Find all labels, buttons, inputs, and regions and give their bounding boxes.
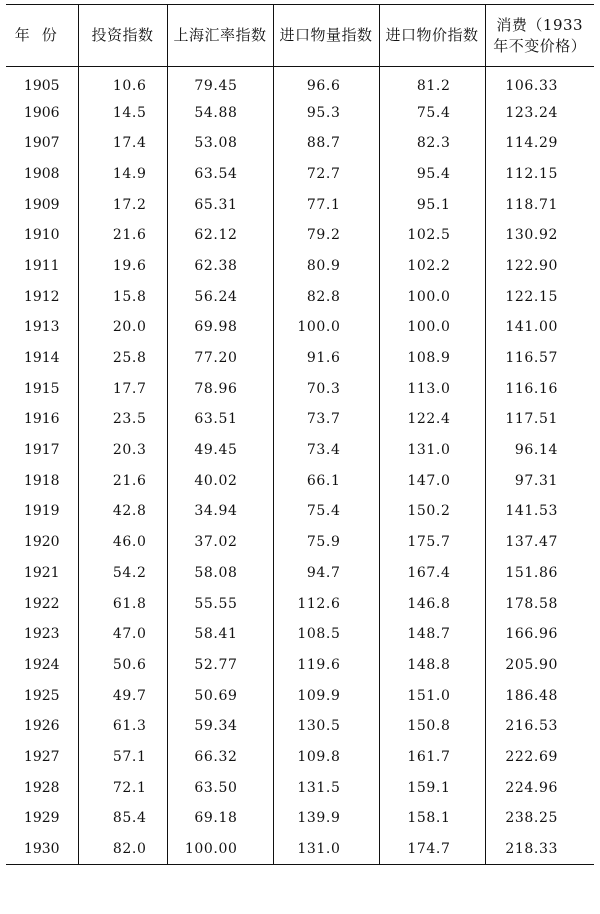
import-volume-cell: 109.8 [273, 742, 379, 773]
year-cell: 1915 [23, 380, 60, 397]
year-cell: 1924 [23, 656, 60, 673]
table-row [6, 251, 594, 282]
exchange-index-cell: 65.31 [167, 189, 273, 220]
import-volume-cell: 73.4 [273, 435, 379, 466]
header-consumption: 消费（1933年不变价格） [485, 5, 594, 67]
consumption-cell: 118.71 [485, 189, 594, 220]
investment-index-cell: 54.2 [78, 558, 167, 589]
import-volume-cell: 75.4 [273, 496, 379, 527]
exchange-index-cell: 62.38 [167, 251, 273, 282]
import-volume-cell: 72.7 [273, 159, 379, 190]
consumption-cell: 166.96 [485, 619, 594, 650]
exchange-index-cell: 77.20 [167, 343, 273, 374]
consumption-cell: 224.96 [485, 772, 594, 803]
table-body [6, 67, 594, 865]
table-row [6, 128, 594, 159]
table-row [6, 588, 594, 619]
investment-index-cell: 61.3 [78, 711, 167, 742]
table-row [6, 619, 594, 650]
import-volume-cell: 70.3 [273, 373, 379, 404]
exchange-index-cell: 58.41 [167, 619, 273, 650]
table-row [6, 67, 594, 98]
year-cell: 1906 [23, 104, 60, 121]
year-cell: 1905 [23, 78, 60, 95]
year-cell: 1907 [23, 135, 60, 152]
year-cell: 1920 [23, 534, 60, 551]
exchange-index-cell: 79.45 [167, 67, 273, 98]
year-cell: 1909 [23, 196, 60, 213]
consumption-cell: 130.92 [485, 220, 594, 251]
import-volume-cell: 131.0 [273, 834, 379, 865]
import-price-cell: 108.9 [379, 343, 485, 374]
investment-index-cell: 14.5 [78, 97, 167, 128]
consumption-cell: 141.53 [485, 496, 594, 527]
table-row [6, 97, 594, 128]
consumption-cell: 97.31 [485, 465, 594, 496]
year-cell: 1923 [23, 626, 60, 643]
table-row [6, 189, 594, 220]
import-volume-cell: 77.1 [273, 189, 379, 220]
table-row [6, 558, 594, 589]
import-price-cell: 161.7 [379, 742, 485, 773]
year-cell: 1916 [23, 411, 60, 428]
investment-index-cell: 57.1 [78, 742, 167, 773]
table-row [6, 772, 594, 803]
header-year: 年份 [6, 5, 78, 67]
investment-index-cell: 46.0 [78, 527, 167, 558]
consumption-cell: 117.51 [485, 404, 594, 435]
exchange-index-cell: 63.51 [167, 404, 273, 435]
import-volume-cell: 131.5 [273, 772, 379, 803]
import-volume-cell: 119.6 [273, 650, 379, 681]
exchange-index-cell: 54.88 [167, 97, 273, 128]
table-row [6, 312, 594, 343]
investment-index-cell: 49.7 [78, 680, 167, 711]
table-row [6, 742, 594, 773]
consumption-cell: 123.24 [485, 97, 594, 128]
investment-index-cell: 17.2 [78, 189, 167, 220]
year-cell: 1925 [23, 687, 60, 704]
exchange-index-cell: 34.94 [167, 496, 273, 527]
consumption-cell: 238.25 [485, 803, 594, 834]
year-cell: 1918 [23, 472, 60, 489]
exchange-index-cell: 69.98 [167, 312, 273, 343]
data-table-container [6, 4, 594, 865]
investment-index-cell: 21.6 [78, 465, 167, 496]
header-row [6, 5, 594, 67]
import-price-cell: 81.2 [379, 67, 485, 98]
import-volume-cell: 139.9 [273, 803, 379, 834]
exchange-index-cell: 37.02 [167, 527, 273, 558]
import-price-cell: 148.7 [379, 619, 485, 650]
table-row [6, 803, 594, 834]
consumption-cell: 114.29 [485, 128, 594, 159]
investment-index-cell: 20.3 [78, 435, 167, 466]
table-row [6, 527, 594, 558]
exchange-index-cell: 69.18 [167, 803, 273, 834]
consumption-cell: 205.90 [485, 650, 594, 681]
table-row [6, 465, 594, 496]
import-volume-cell: 88.7 [273, 128, 379, 159]
consumption-cell: 106.33 [485, 67, 594, 98]
exchange-index-cell: 62.12 [167, 220, 273, 251]
year-cell: 1919 [23, 503, 60, 520]
import-volume-cell: 108.5 [273, 619, 379, 650]
year-cell: 1927 [23, 748, 60, 765]
header-import-volume-index: 进口物量指数 [273, 5, 379, 67]
import-price-cell: 113.0 [379, 373, 485, 404]
import-price-cell: 100.0 [379, 281, 485, 312]
consumption-cell: 151.86 [485, 558, 594, 589]
year-cell: 1921 [23, 564, 60, 581]
investment-index-cell: 15.8 [78, 281, 167, 312]
table-row [6, 343, 594, 374]
import-volume-cell: 73.7 [273, 404, 379, 435]
year-cell: 1929 [23, 810, 60, 827]
import-volume-cell: 80.9 [273, 251, 379, 282]
table-row [6, 834, 594, 865]
table-row [6, 404, 594, 435]
table-row [6, 435, 594, 466]
consumption-cell: 122.90 [485, 251, 594, 282]
year-cell: 1912 [23, 288, 60, 305]
consumption-cell: 186.48 [485, 680, 594, 711]
import-price-cell: 150.2 [379, 496, 485, 527]
import-volume-cell: 79.2 [273, 220, 379, 251]
import-price-cell: 167.4 [379, 558, 485, 589]
table-row [6, 496, 594, 527]
import-volume-cell: 82.8 [273, 281, 379, 312]
import-price-cell: 100.0 [379, 312, 485, 343]
import-price-cell: 95.4 [379, 159, 485, 190]
import-volume-cell: 75.9 [273, 527, 379, 558]
exchange-index-cell: 78.96 [167, 373, 273, 404]
import-price-cell: 131.0 [379, 435, 485, 466]
consumption-cell: 96.14 [485, 435, 594, 466]
import-volume-cell: 66.1 [273, 465, 379, 496]
investment-index-cell: 17.7 [78, 373, 167, 404]
import-price-cell: 82.3 [379, 128, 485, 159]
import-price-cell: 102.2 [379, 251, 485, 282]
import-volume-cell: 112.6 [273, 588, 379, 619]
year-cell: 1908 [23, 165, 60, 182]
consumption-cell: 141.00 [485, 312, 594, 343]
import-price-cell: 95.1 [379, 189, 485, 220]
consumption-cell: 137.47 [485, 527, 594, 558]
import-volume-cell: 96.6 [273, 67, 379, 98]
import-volume-cell: 91.6 [273, 343, 379, 374]
table-row [6, 373, 594, 404]
exchange-index-cell: 40.02 [167, 465, 273, 496]
exchange-index-cell: 53.08 [167, 128, 273, 159]
exchange-index-cell: 63.50 [167, 772, 273, 803]
import-price-cell: 150.8 [379, 711, 485, 742]
header-investment-index: 投资指数 [78, 5, 167, 67]
import-volume-cell: 94.7 [273, 558, 379, 589]
import-price-cell: 158.1 [379, 803, 485, 834]
header-import-price-index: 进口物价指数 [379, 5, 485, 67]
consumption-cell: 222.69 [485, 742, 594, 773]
table-row [6, 711, 594, 742]
import-price-cell: 174.7 [379, 834, 485, 865]
table-row [6, 159, 594, 190]
investment-index-cell: 23.5 [78, 404, 167, 435]
import-volume-cell: 100.0 [273, 312, 379, 343]
investment-index-cell: 50.6 [78, 650, 167, 681]
year-cell: 1928 [23, 779, 60, 796]
exchange-index-cell: 66.32 [167, 742, 273, 773]
import-price-cell: 146.8 [379, 588, 485, 619]
year-cell: 1926 [23, 718, 60, 735]
consumption-cell: 116.57 [485, 343, 594, 374]
investment-index-cell: 20.0 [78, 312, 167, 343]
exchange-index-cell: 59.34 [167, 711, 273, 742]
header-shanghai-exchange-index: 上海汇率指数 [167, 5, 273, 67]
consumption-cell: 112.15 [485, 159, 594, 190]
import-price-cell: 148.8 [379, 650, 485, 681]
investment-index-cell: 82.0 [78, 834, 167, 865]
consumption-cell: 178.58 [485, 588, 594, 619]
exchange-index-cell: 50.69 [167, 680, 273, 711]
investment-index-cell: 61.8 [78, 588, 167, 619]
investment-index-cell: 47.0 [78, 619, 167, 650]
exchange-index-cell: 58.08 [167, 558, 273, 589]
exchange-index-cell: 100.00 [167, 834, 273, 865]
table-row [6, 281, 594, 312]
year-cell: 1922 [23, 595, 60, 612]
exchange-index-cell: 56.24 [167, 281, 273, 312]
year-cell: 1913 [23, 319, 60, 336]
investment-index-cell: 25.8 [78, 343, 167, 374]
year-cell: 1917 [23, 442, 60, 459]
import-price-cell: 147.0 [379, 465, 485, 496]
investment-index-cell: 21.6 [78, 220, 167, 251]
year-cell: 1914 [23, 350, 60, 367]
exchange-index-cell: 49.45 [167, 435, 273, 466]
exchange-index-cell: 55.55 [167, 588, 273, 619]
year-cell: 1910 [23, 227, 60, 244]
investment-index-cell: 42.8 [78, 496, 167, 527]
table-row [6, 220, 594, 251]
investment-index-cell: 14.9 [78, 159, 167, 190]
consumption-cell: 122.15 [485, 281, 594, 312]
import-price-cell: 102.5 [379, 220, 485, 251]
import-price-cell: 159.1 [379, 772, 485, 803]
import-price-cell: 175.7 [379, 527, 485, 558]
exchange-index-cell: 52.77 [167, 650, 273, 681]
investment-index-cell: 17.4 [78, 128, 167, 159]
investment-index-cell: 85.4 [78, 803, 167, 834]
import-price-cell: 75.4 [379, 97, 485, 128]
table-row [6, 680, 594, 711]
import-volume-cell: 130.5 [273, 711, 379, 742]
consumption-cell: 116.16 [485, 373, 594, 404]
consumption-cell: 218.33 [485, 834, 594, 865]
year-cell: 1930 [6, 834, 78, 865]
index-table [6, 4, 594, 865]
investment-index-cell: 72.1 [78, 772, 167, 803]
import-volume-cell: 109.9 [273, 680, 379, 711]
investment-index-cell: 19.6 [78, 251, 167, 282]
investment-index-cell: 10.6 [78, 67, 167, 98]
import-price-cell: 122.4 [379, 404, 485, 435]
consumption-cell: 216.53 [485, 711, 594, 742]
exchange-index-cell: 63.54 [167, 159, 273, 190]
import-price-cell: 151.0 [379, 680, 485, 711]
year-cell: 1911 [23, 257, 60, 274]
import-volume-cell: 95.3 [273, 97, 379, 128]
table-row [6, 650, 594, 681]
